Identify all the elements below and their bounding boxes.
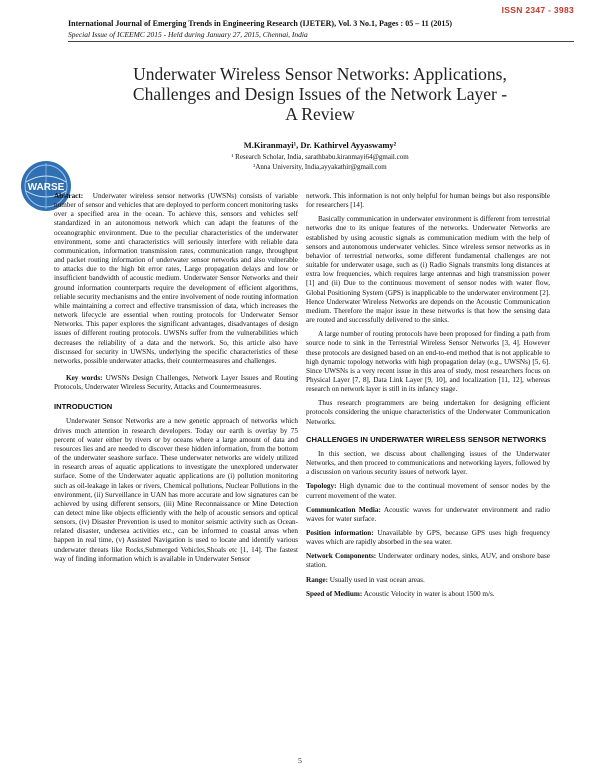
abstract-label: Abstract: [54,192,84,200]
item-text: High dynamic due to the continual movement of sensor nodes by the current movement of the water. [306,482,550,500]
logo-text: WARSE [27,182,65,193]
keywords [54,374,298,392]
item-text: Acoustic Velocity in water is about 1500 m/s. [363,589,495,598]
keywords-text: UWSNs Design Challenges, Network Layer Issues and Routing Protocols, Underwater Wireless Security, Attacks and Countermeasures. [54,373,299,392]
affiliation-1: ¹ Research Scholar, India, sarathbabu.kiranmayi64@gmail.com [231,153,409,161]
item-text: Underwater ordinary nodes, sinks, AUV, and onshore base station. [306,552,550,570]
challenges-intro: In this section, we discuss about challenging issues of the Underwater Networks, and then proceed to communications and networking layers, followed by a discussion on various security issues of network layer. [306,449,550,477]
left-column [54,192,298,569]
keywords-label: Key words: [66,373,103,382]
intro-heading: INTRODUCTION [54,402,113,412]
abstract [54,192,298,366]
affiliation-2: ²Anna University, India,ayyakathir@gmail.com [253,163,387,171]
header-rule [68,41,574,42]
page-number: 5 [298,756,302,765]
right-paragraph-3: Thus research programmers are being undertaken for designing efficient protocols considering the unique characteristics of the Underwater Communication Networks. [306,399,550,426]
item-text: Unavailable by GPS, because GPS uses high frequency waves which are rapidly absorbed in the sea water. [306,529,551,547]
author-names: M.Kiranmayi¹, Dr. Kathirvel Ayyaswamy² [243,140,397,150]
item-speed-of-medium [306,590,550,599]
right-column [306,192,550,604]
item-network-components [306,552,550,570]
right-paragraph-0: network. This information is not only helpful for human beings but also responsible for researchers [14]. [306,192,550,210]
intro-paragraph: Underwater Sensor Networks are a new genetic approach of networks which drives much attention in research developers. Today our earth is overlay by 75 percent of water either by rivers or by oceans where a large amount of data and resources lies and are needed to discover these hidden information, from the bottom of the underwater seashore surface. These underwater networks are widely utilized in research areas of aquatic applications to investigate the unexplored underwater surface. Some of the Underwater aquatic applications are (i) pollution monitoring such as oil-leakage in lakes or rivers, Chemical pollutions, Nuclear Pollutions in the environment, (ii) Surveillance in UAN has more accurate and low signatures can be achieved by using different sensors, (iii) Mine Reconnaissance or Mine Detection can detect mine like objects efficiently with the help of acoustic sensors and optical sensors, (iv) Disaster Prevention is used to monitor seismic activity such as Ocean-related disaster, undersea activities etc., can be informed to coastal areas when happen in real time, (v) Assisted Navigation is used to locate and identify various underwater threats like Rocks,Submerged Vehicles,Shoals etc [1, 14]. The fastest way of finding information which is available in Underwater Sensor [54,417,298,563]
abstract-text: Underwater wireless sensor networks (UWSNs) consists of variable number of sensor and vehicles that are deployed to perform concert monitoring tasks over a specified area in the ocean. To achieve this, sensors and vehicles self standardized in an autonomous network which can adapt the features of the oceanographic environment. Due to the peculiar characteristics of the underwater environment, some anti characteristics will seriously interfere with reliable data communication, information transmission rates, communication range, throughput and packet routing information of underwater sensor networks and also vulnerable to attacks due to the high bit error rates, Large propagation delays and low or insufficient bandwidth of acoustic medium. Underwater Sensor Networks and their ground information counterparts require the development of efficient algorithms, reliable security mechanisms and the entire involvement of node routing information while maintaining a correct and effective transmission of data, which increases the network lifecycle are essential when routing protocols for Underwater Sensor Networks. This paper explores the significant advantages, disadvantages of design issues of different routing protocols. UWSNs suffer from the vulnerabilities which decreases the reliability of a data and the network. So, this article also have discussed for security in UWSNs, underlying the specific characteristics of these networks, possible underwater attacks, their countermeasures and challenges. [54,192,298,365]
right-paragraph-1: Basically communication in underwater environment is different from terrestrial networks due to its unique features of the networks. Underwater Networks are established by using acoustic signals as communication medium with the help of sensors and autonomous underwater vehicles. Since wireless sensor networks as in behavior of terrestrial networks, some different fundamental challenges are not suitable for underwater usage, such as (i) Radio Signals transmits long distances at extra low frequencies, which requires large antennas and high transmission power [1] and (ii) Due to the continuous movement of sensor nodes with water flow, Global Positioning System (GPS) is inapplicable to the underwater environment [2]. Hence Underwater Wireless Networks are depends on the Acoustic Communication medium. Therefore the major issue in these networks is that how the sensing data are routed and successfully delivered to the sinks. [306,215,550,325]
item-label: Position information: [306,529,374,537]
title-line-1: Underwater Wireless Sensor Networks: Applications, [133,64,507,84]
paper-title [100,64,540,124]
item-label: Network Components: [306,552,377,561]
journal-title: International Journal of Emerging Trends in Engineering Research (IJETER), Vol. 3 No.1, Pages : 05 – 11 (2015) [68,19,453,28]
item-label: Speed of Medium: [306,589,363,598]
challenges-heading: CHALLENGES IN UNDERWATER WIRELESS SENSOR NETWORKS [306,434,547,444]
item-topology [306,482,550,500]
item-label: Range: [306,575,328,584]
item-text: Usually used in vast ocean areas. [329,575,425,584]
item-communication-media [306,506,550,524]
special-issue-line: Special Issue of ICEEMC 2015 - Held during January 27, 2015, Chennai, India [68,30,308,39]
right-paragraph-2: A large number of routing protocols have been proposed for finding a path from source node to sink in the Terrestrial Wireless Sensor Networks [3, 4]. However these protocols are designed based on an end-to-end method that is not applicable to high dynamic topology networks with high propagation delay (e.g., UWSNs) [5, 6]. Since UWSNs is a very recent issue in this area of study, most researchers focus on Physical Layer [7, 8], Data Link Layer [9, 10], and localization [11, 12], whereas research on network layer is still in its infancy stage. [306,330,550,394]
item-range [306,576,550,585]
item-label: Communication Media: [306,505,381,514]
item-label: Topology: [306,482,337,491]
title-line-2: Challenges and Design Issues of the Network Layer - [132,84,508,104]
item-position-information [306,529,550,547]
item-text: Acoustic waves for underwater environment and radio waves for water surface. [306,505,550,523]
title-line-3: A Review [285,104,355,124]
issn-label: ISSN 2347 - 3983 [501,5,574,15]
